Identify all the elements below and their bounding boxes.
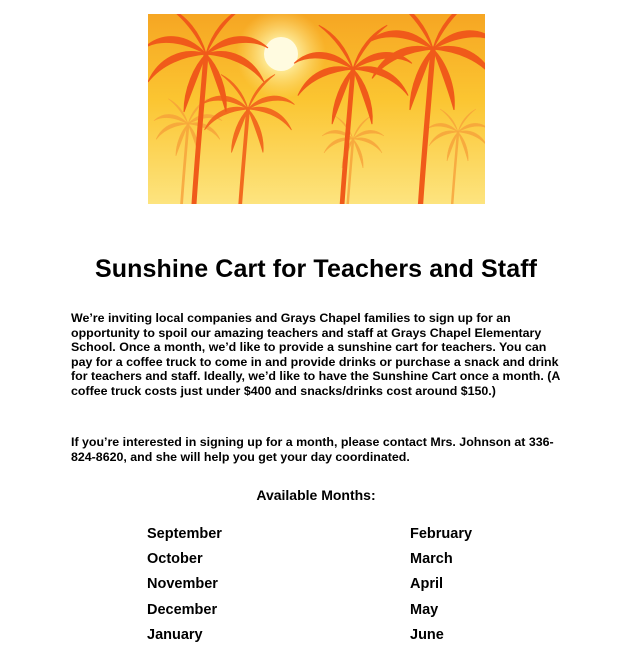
month-item: October [147, 551, 203, 568]
month-item: December [147, 601, 218, 618]
month-item: February [410, 526, 473, 542]
intro-paragraph: We’re inviting local companies and Grays Chapel families to sign up for an opportunity to spoil our amazing teachers and staff at Grays Chapel Elementary School. Once a month, we’d like to provide a sunshine cart for teachers. You can pay for a coffee truck to come in and provide drinks or purchase a snack and drink for teachers and staff. Ideally, we’d like to have the Sunshine Cart once a month. (A coffee truck costs just under $400 and snacks/drinks cost around $150.) [71, 311, 560, 398]
month-item: May [410, 601, 439, 618]
month-item: June [410, 626, 444, 643]
available-months-heading: Available Months: [256, 487, 376, 503]
page-title: Sunshine Cart for Teachers and Staff [94, 255, 538, 283]
month-item: November [147, 576, 218, 593]
month-item: September [147, 526, 222, 542]
month-item: January [147, 626, 203, 643]
contact-paragraph: If you’re interested in signing up for a month, please contact Mrs. Johnson at 336-824-8620, and she will help you get your day coordinated. [71, 435, 554, 464]
palm-trees-sunset-icon [148, 14, 485, 204]
month-item: April [410, 576, 444, 593]
months-list-right [410, 526, 472, 652]
months-list-left [147, 526, 222, 652]
month-item: March [410, 551, 453, 568]
